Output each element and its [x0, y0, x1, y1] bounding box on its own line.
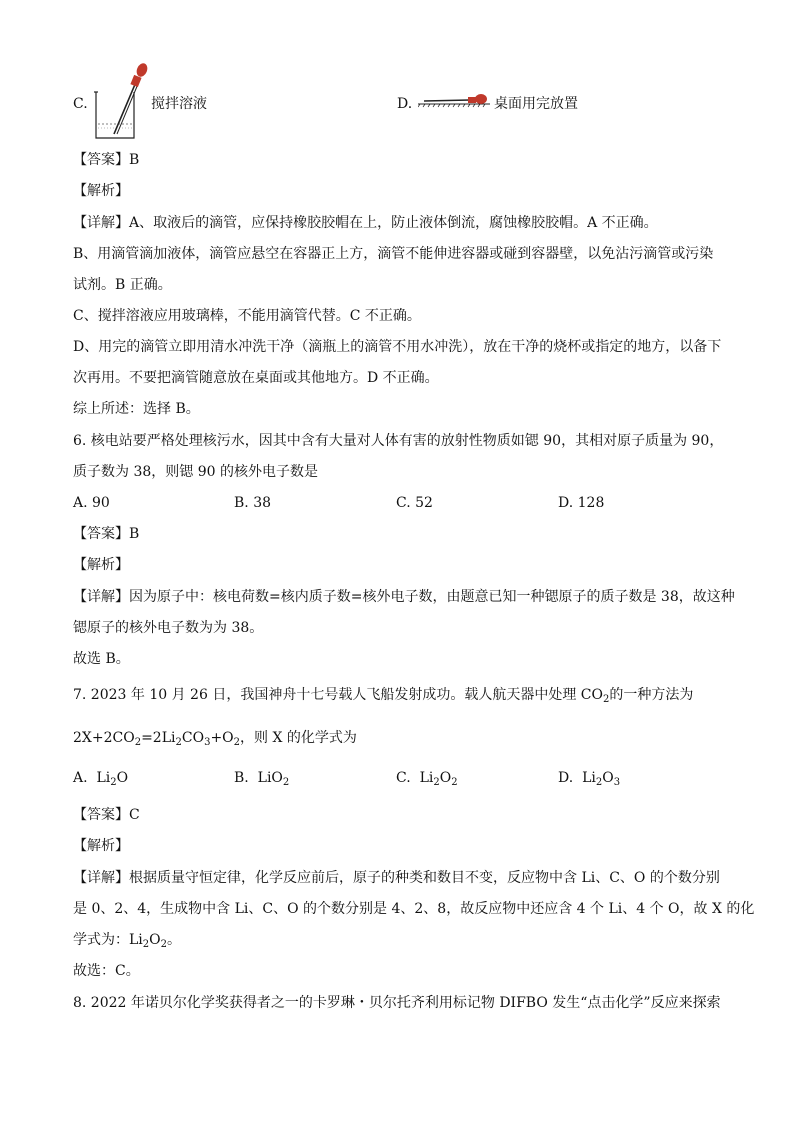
q5-summary: 综上所述：选择 B。	[73, 401, 200, 417]
q7-analysis-label: 【解析】	[73, 838, 129, 854]
q6-stem-line1: 6. 核电站要严格处理核污水，因其中含有大量对人体有害的放射性物质如锶 90，其相对原子质量为 90，	[73, 433, 724, 449]
q7-option-c: C. $Li_2O_2$	[396, 770, 458, 788]
q6-detail-line1: 【详解】因为原子中：核电荷数=核内质子数=核外电子数，由题意已知一种锶原子的质子数是 38，故这种	[73, 589, 735, 605]
q5-detail-a: 【详解】A、取液后的滴管，应保持橡胶胶帽在上，防止液体倒流，腐蚀橡胶胶帽。A 不正确。	[73, 215, 658, 231]
q6-option-b: B. 38	[234, 495, 272, 511]
q5-detail-c: C、搅拌溶液应用玻璃棒，不能用滴管代替。C 不正确。	[73, 308, 421, 324]
q7-option-b: B. LiO$_2$	[234, 770, 290, 788]
q5-detail-b-line2: 试剂。B 正确。	[73, 277, 172, 293]
q5-analysis-label: 【解析】	[73, 183, 129, 199]
q8-stem-line1: 8. 2022 年诺贝尔化学奖获得者之一的卡罗琳・贝尔托齐利用标记物 DIFBO 发生“点击化学”反应来探索	[73, 995, 721, 1011]
q7-option-a: A. $Li_2O$	[73, 770, 129, 788]
q6-analysis-label: 【解析】	[73, 557, 129, 573]
beaker-dropper-figure	[90, 62, 150, 140]
q7-equation: $2X+2CO_2=2Li_2CO_3+O_2$，则 X 的化学式为	[73, 730, 357, 748]
q6-answer: 【答案】B	[73, 526, 140, 542]
q6-option-a: A. 90	[73, 495, 110, 511]
q7-detail-line1: 【详解】根据质量守恒定律，化学反应前后，原子的种类和数目不变，反应物中含 Li、C、O 的个数分别	[73, 870, 720, 886]
q6-option-d: D. 128	[558, 495, 605, 511]
q5-option-c-letter: C.	[73, 96, 88, 112]
q6-detail-line2: 锶原子的核外电子数为为 38。	[73, 620, 264, 636]
q5-detail-b-line1: B、用滴管滴加液体，滴管应悬空在容器正上方，滴管不能伸进容器或碰到容器壁，以免沾污滴管或污染	[73, 246, 714, 262]
q5-detail-d-line1: D、用完的滴管立即用清水冲洗干净（滴瓶上的滴管不用水冲洗），放在干净的烧杯或指定的地方，以备下	[73, 339, 722, 355]
q5-option-d-text: 桌面用完放置	[494, 96, 578, 112]
q6-stem-line2: 质子数为 38，则锶 90 的核外电子数是	[73, 464, 318, 480]
q6-conclusion: 故选 B。	[73, 651, 130, 667]
q7-option-d: D. $Li_2O_3$	[558, 770, 621, 788]
q7-stem-line1: 7. 2023 年 10 月 26 日，我国神舟十七号载人飞船发射成功。载人航天器中处理 $CO_2$的一种方法为	[73, 687, 694, 705]
q5-answer: 【答案】B	[73, 152, 140, 168]
q6-option-c: C. 52	[396, 495, 433, 511]
q7-detail-line3: 学式为：$Li_2O_2$。	[73, 932, 182, 950]
dropper-on-table-figure	[418, 92, 494, 108]
q5-detail-d-line2: 次再用。不要把滴管随意放在桌面或其他地方。D 不正确。	[73, 370, 439, 386]
q5-option-d-letter: D.	[397, 96, 413, 112]
q7-detail-line2: 是 0、2、4，生成物中含 Li、C、O 的个数分别是 4、2、8，故反应物中还应含 4 个 Li、4 个 O，故 X 的化	[73, 901, 755, 917]
q7-conclusion: 故选：C。	[73, 963, 140, 979]
q7-answer: 【答案】C	[73, 807, 140, 823]
q5-option-c-text: 搅拌溶液	[151, 96, 207, 112]
